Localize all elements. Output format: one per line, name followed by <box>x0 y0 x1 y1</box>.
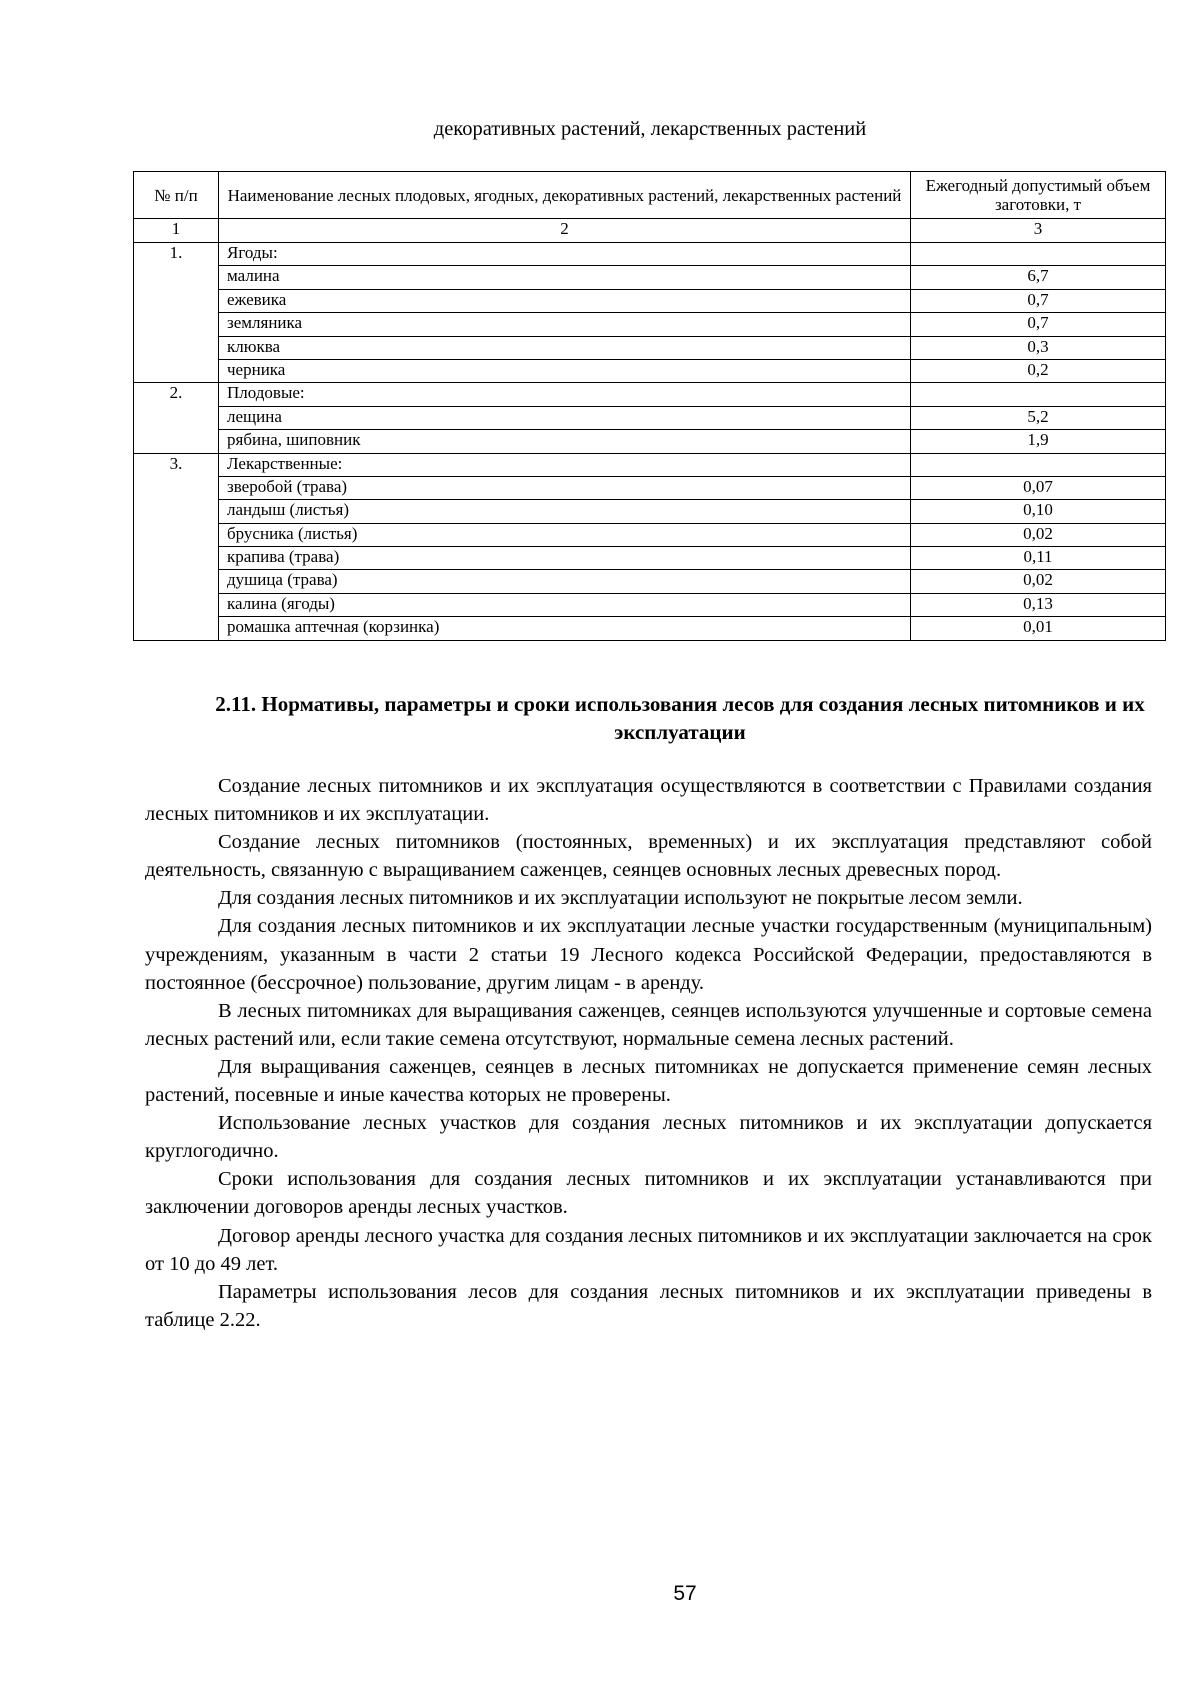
plant-name: лещина <box>219 406 911 429</box>
table-row <box>134 336 1166 359</box>
plant-name: ромашка аптечная (корзинка) <box>219 617 911 640</box>
table-row <box>134 593 1166 616</box>
table-caption: декоративных растений, лекарственных растений <box>433 118 867 140</box>
group-title: Плодовые: <box>219 383 911 406</box>
table-row <box>134 313 1166 336</box>
plant-name: малина <box>219 266 911 289</box>
table-row <box>134 359 1166 382</box>
body-text <box>145 772 1152 1334</box>
table-row <box>134 523 1166 546</box>
header-volume: Ежегодный допустимый объем заготовки, т <box>911 172 1166 219</box>
paragraph: Для создания лесных питомников и их эксплуатации лесные участки государственным (муниципальным) учреждениям, указанным в части 2 статьи 19 Лесного кодекса Российской Федерации, предоставляются в постоянное (бессрочное) пользование, другим лицам - в аренду. <box>145 915 1152 994</box>
column-number: 3 <box>911 219 1166 243</box>
plant-name: зверобой (трава) <box>219 476 911 499</box>
table-row <box>134 430 1166 453</box>
table-group-row <box>134 383 1166 406</box>
column-number: 1 <box>134 219 219 243</box>
paragraph: Договор аренды лесного участка для создания лесных питомников и их эксплуатации заключается на срок от 10 до 49 лет. <box>145 1224 1152 1275</box>
paragraph: Сроки использования для создания лесных питомников и их эксплуатации устанавливаются при заключении договоров аренды лесных участков. <box>145 1168 1152 1219</box>
harvest-volume-table <box>133 171 1166 641</box>
table-row <box>134 547 1166 570</box>
plant-name: брусника (листья) <box>219 523 911 546</box>
plant-name: калина (ягоды) <box>219 593 911 616</box>
table-group-row <box>134 243 1166 266</box>
group-title: Лекарственные: <box>219 453 911 476</box>
group-number: 2. <box>134 383 219 453</box>
table-row <box>134 570 1166 593</box>
paragraph: Параметры использования лесов для создания лесных питомников и их эксплуатации приведены в таблице 2.22. <box>145 1280 1152 1331</box>
harvest-volume: 1,9 <box>911 430 1166 453</box>
table-row <box>134 617 1166 640</box>
table-row <box>134 266 1166 289</box>
plant-name: черника <box>219 359 911 382</box>
harvest-volume: 0,10 <box>911 500 1166 523</box>
paragraph: Для выращивания саженцев, сеянцев в лесных питомниках не допускается применение семян лесных растений, посевные и иные качества которых не проверены. <box>145 1055 1152 1107</box>
harvest-volume: 0,7 <box>911 289 1166 312</box>
harvest-volume: 0,3 <box>911 336 1166 359</box>
group-number: 1. <box>134 243 219 383</box>
plant-name: ландыш (листья) <box>219 500 911 523</box>
group-title: Ягоды: <box>219 243 911 266</box>
harvest-volume: 6,7 <box>911 266 1166 289</box>
harvest-volume: 0,13 <box>911 593 1166 616</box>
plant-name: земляника <box>219 313 911 336</box>
paragraph: Использование лесных участков для создания лесных питомников и их эксплуатации допускается круглогодично. <box>145 1112 1152 1163</box>
harvest-volume: 0,2 <box>911 359 1166 382</box>
harvest-volume: 0,07 <box>911 476 1166 499</box>
table-header-row <box>134 172 1166 219</box>
paragraph: Для создания лесных питомников и их эксплуатации используют не покрытые лесом земли. <box>218 887 1023 910</box>
table-group-row <box>134 453 1166 476</box>
section-heading: 2.11. Нормативы, параметры и сроки использования лесов для создания лесных питомников и их эксплуатации <box>215 692 1145 744</box>
plant-name: душица (трава) <box>219 570 911 593</box>
harvest-volume: 5,2 <box>911 406 1166 429</box>
empty-cell <box>911 453 1166 476</box>
harvest-volume: 0,02 <box>911 523 1166 546</box>
empty-cell <box>911 243 1166 266</box>
harvest-volume: 0,7 <box>911 313 1166 336</box>
column-number: 2 <box>219 219 911 243</box>
table-row <box>134 476 1166 499</box>
table-row <box>134 406 1166 429</box>
harvest-volume: 0,02 <box>911 570 1166 593</box>
header-number: № п/п <box>134 172 219 219</box>
plant-name: ежевика <box>219 289 911 312</box>
plant-name: крапива (трава) <box>219 547 911 570</box>
harvest-volume: 0,01 <box>911 617 1166 640</box>
empty-cell <box>911 383 1166 406</box>
page-number: 57 <box>673 1582 697 1605</box>
paragraph: В лесных питомниках для выращивания саженцев, сеянцев используются улучшенные и сортовые семена лесных растений или, если такие семена отсутствуют, нормальные семена лесных растений. <box>145 999 1152 1050</box>
table-row <box>134 500 1166 523</box>
column-number-row <box>134 219 1166 243</box>
group-number: 3. <box>134 453 219 640</box>
paragraph: Создание лесных питомников (постоянных, временных) и их эксплуатация представляют собой деятельность, связанную с выращиванием саженцев, сеянцев основных лесных древесных пород. <box>145 831 1152 882</box>
plant-name: рябина, шиповник <box>219 430 911 453</box>
plant-name: клюква <box>219 336 911 359</box>
harvest-volume: 0,11 <box>911 547 1166 570</box>
table-row <box>134 289 1166 312</box>
paragraph: Создание лесных питомников и их эксплуатация осуществляются в соответствии с Правилами создания лесных питомников и их эксплуатации. <box>145 775 1152 826</box>
header-name: Наименование лесных плодовых, ягодных, декоративных растений, лекарственных растений <box>219 172 911 219</box>
